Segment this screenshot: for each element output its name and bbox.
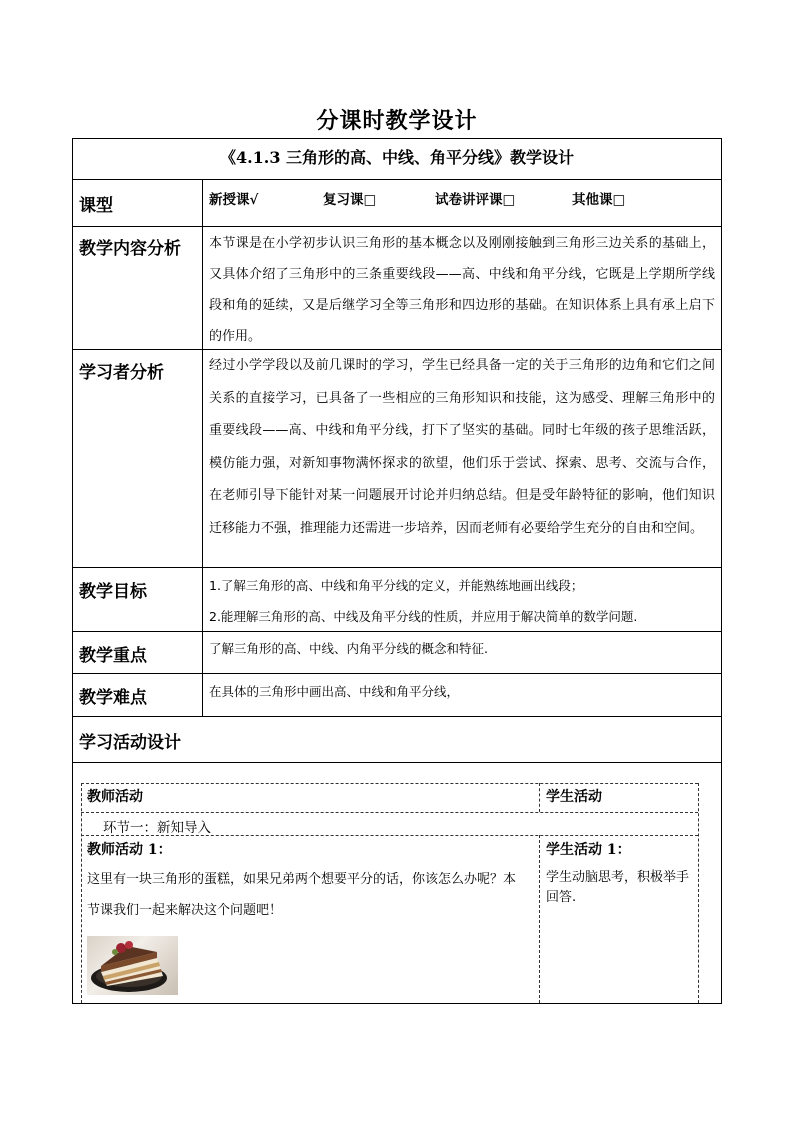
- student-activity-text: 学生动脑思考，积极举手回答.: [546, 870, 690, 905]
- dashed-rule: [698, 783, 699, 1003]
- lesson-title: 《4.1.3 三角形的高、中线、角平分线》教学设计: [219, 148, 575, 167]
- dashed-rule: [81, 783, 82, 1003]
- student-activity-header: 学生活动: [546, 789, 602, 805]
- row-divider: [73, 226, 721, 227]
- activity-design-label: 学习活动设计: [79, 733, 181, 753]
- row-divider: [73, 179, 721, 180]
- dashed-rule: [81, 783, 698, 784]
- dashed-rule: [539, 783, 540, 812]
- cake-image: [87, 936, 178, 995]
- teacher-activity-text: 这里有一块三角形的蛋糕，如果兄弟两个想要平分的话，你该怎么办呢？本节课我们一起来解决这个问题吧！: [87, 872, 517, 918]
- cake-illustration: [87, 936, 178, 995]
- difficulties-label: 教学难点: [79, 688, 147, 708]
- teacher-activity-header: 教师活动: [87, 789, 143, 805]
- row-divider: [73, 673, 721, 674]
- content-analysis-text: 本节课是在小学初步认识三角形的基本概念以及刚刚接触到三角形三边关系的基础上，又具体介绍了三角形中的三条重要线段——高、中线和角平分线，它既是上学期所学线段和角的延续，又是后继学习全等三角形和四边形的基础。在知识体系上具有承上启下的作用。: [209, 236, 715, 344]
- teacher-activity-title: 教师活动 1：: [87, 842, 172, 858]
- key-points-text: 了解三角形的高、中线、内角平分线的概念和特征.: [209, 641, 488, 656]
- course-type-label: 课型: [79, 196, 113, 216]
- dashed-rule: [539, 835, 540, 1003]
- page-title: 分课时教学设计: [316, 109, 478, 134]
- course-type-option-review: 复习课□: [323, 192, 377, 208]
- lesson-plan-table: [72, 138, 722, 1004]
- student-activity-title: 学生活动 1：: [546, 842, 631, 858]
- dashed-rule: [81, 812, 698, 813]
- column-divider: [202, 179, 203, 716]
- row-divider: [73, 716, 721, 717]
- objective-item-1: 1.了解三角形的高、中线和角平分线的定义，并能熟练地画出线段；: [209, 578, 584, 593]
- learner-analysis-text: 经过小学学段以及前几课时的学习，学生已经具备一定的关于三角形的边角和它们之间关系的直接学习，已具备了一些相应的三角形知识和技能，这为感受、理解三角形中的重要线段——高、中线和角平分线，打下了坚实的基础。同时七年级的孩子思维活跃，模仿能力强，对新知事物满怀探求的欲望，他们乐于尝试、探索、思考、交流与合作，在老师引导下能针对某一问题展开讨论并归纳总结。但是受年龄特征的影响，他们知识迁移能力不强，推理能力还需进一步培养，因而老师有必要给学生充分的自由和空间。: [209, 358, 715, 536]
- course-type-option-other: 其他课□: [572, 192, 626, 208]
- learner-analysis-label: 学习者分析: [79, 363, 164, 383]
- row-divider: [73, 631, 721, 632]
- difficulties-text: 在具体的三角形中画出高、中线和角平分线，: [209, 684, 460, 699]
- activity-table: [81, 783, 698, 1003]
- course-type-option-new: 新授课√: [209, 192, 259, 208]
- key-points-label: 教学重点: [79, 646, 147, 666]
- objectives-label: 教学目标: [79, 582, 147, 602]
- section-heading: 环节一：新知导入: [103, 820, 211, 836]
- course-type-option-exam: 试卷讲评课□: [435, 192, 516, 208]
- objective-item-2: 2.能理解三角形的高、中线及角平分线的性质，并应用于解决简单的数学问题.: [209, 609, 638, 624]
- content-analysis-label: 教学内容分析: [79, 239, 181, 259]
- row-divider: [73, 762, 721, 763]
- row-divider: [73, 567, 721, 568]
